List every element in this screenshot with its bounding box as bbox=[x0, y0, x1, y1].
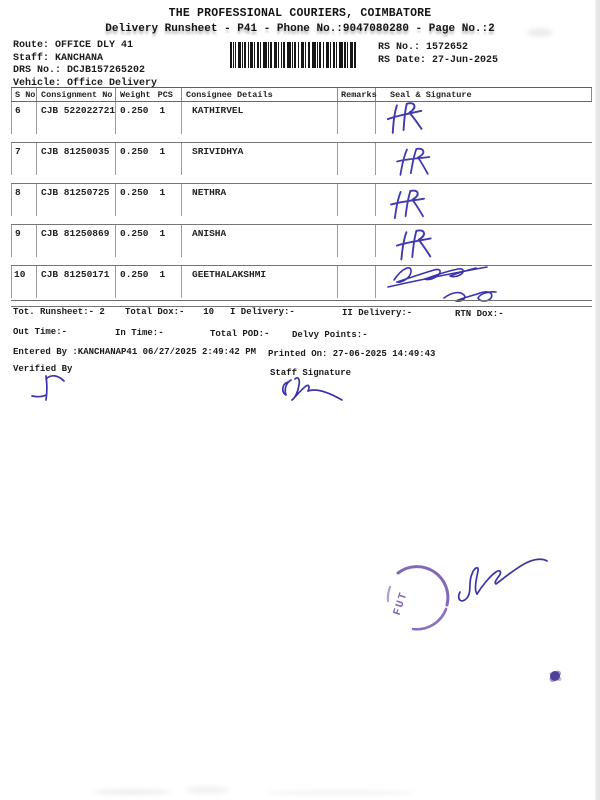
col-pcs: PCS bbox=[157, 90, 173, 100]
col-weight-pcs bbox=[116, 88, 182, 101]
total-pod: Total POD:- bbox=[210, 329, 270, 339]
cell-pcs: 1 bbox=[159, 228, 166, 239]
cell-consignee: GEETHALAKSHMI bbox=[182, 266, 338, 306]
cell-weight: 0.250 bbox=[120, 269, 149, 280]
stamp-side-signature bbox=[446, 548, 551, 615]
cell-consignment-no: CJB 81250035 bbox=[37, 143, 116, 183]
i-delivery: I Delivery:- bbox=[230, 307, 295, 317]
cell-remarks bbox=[338, 184, 376, 224]
stamp-text: FUT bbox=[391, 590, 411, 618]
staff-line: Staff: KANCHANA bbox=[13, 52, 104, 64]
table-row-7 bbox=[11, 143, 592, 184]
cell-pcs: 1 bbox=[159, 269, 166, 280]
verified-by-signature bbox=[28, 372, 70, 407]
cell-weight-pcs bbox=[116, 184, 182, 224]
cell-remarks bbox=[338, 143, 376, 183]
cell-s-no: 8 bbox=[11, 184, 37, 224]
meta-left-block bbox=[13, 40, 157, 90]
scan-smudge bbox=[92, 789, 172, 795]
cell-consignee: NETHRA bbox=[182, 184, 338, 224]
cell-weight: 0.250 bbox=[120, 105, 149, 116]
col-remarks: Remarks bbox=[338, 88, 376, 101]
cell-consignment-no: CJB 522022721 bbox=[37, 102, 116, 142]
signature-hr-row6 bbox=[385, 101, 426, 143]
col-consignment-no: Consignment No bbox=[37, 88, 116, 101]
cell-weight-pcs bbox=[116, 102, 182, 142]
company-title: THE PROFESSIONAL COURIERS, COIMBATORE bbox=[168, 7, 432, 20]
printed-on: Printed On: 27-06-2025 14:49:43 bbox=[268, 349, 436, 359]
cell-pcs: 1 bbox=[159, 146, 166, 157]
table-row-8 bbox=[11, 184, 592, 225]
staff-signature-ink bbox=[278, 374, 346, 411]
cell-pcs: 1 bbox=[159, 187, 166, 198]
vehicle-line: Vehicle: Office Delivery bbox=[13, 77, 158, 89]
cell-consignee: SRIVIDHYA bbox=[182, 143, 338, 183]
cell-remarks bbox=[338, 225, 376, 265]
cell-remarks bbox=[338, 102, 376, 142]
cell-pcs: 1 bbox=[159, 105, 166, 116]
barcode-icon bbox=[230, 42, 356, 73]
cell-s-no: 6 bbox=[11, 102, 37, 142]
total-dox bbox=[125, 307, 214, 317]
cell-s-no: 9 bbox=[11, 225, 37, 265]
delvy-points: Delvy Points:- bbox=[292, 330, 368, 340]
out-time: Out Time:- bbox=[13, 327, 68, 337]
cell-weight-pcs bbox=[116, 143, 182, 183]
cell-consignment-no: CJB 81250869 bbox=[37, 225, 116, 265]
staff-signature-label: Staff Signature bbox=[270, 368, 352, 378]
total-dox-value: 10 bbox=[203, 307, 215, 317]
col-seal-signature: Seal & Signature bbox=[376, 88, 592, 101]
route-line: Route: OFFICE DLY 41 bbox=[13, 40, 134, 51]
entered-by: Entered By :KANCHANAP41 06/27/2025 2:49:42 PM bbox=[13, 347, 257, 357]
cell-consignment-no: CJB 81250171 bbox=[37, 266, 116, 306]
scan-edge-band bbox=[595, 0, 600, 800]
table-bottom-rule bbox=[11, 300, 592, 301]
total-dox-label: Total Dox:- bbox=[125, 307, 185, 317]
drs-no-line: DRS No.: DCJB157265202 bbox=[13, 65, 146, 77]
tot-runsheet-value: 2 bbox=[99, 307, 105, 317]
cell-weight: 0.250 bbox=[120, 146, 149, 157]
scan-smudge bbox=[185, 786, 230, 794]
runsheet-subtitle: Delivery Runsheet - P41 - Phone No.:9047080280 - Page No.:2 bbox=[105, 23, 495, 35]
cell-consignee: KATHIRVEL bbox=[182, 102, 338, 142]
in-time: In Time:- bbox=[115, 328, 164, 338]
rs-no-line: RS No.: 1572652 bbox=[378, 42, 469, 53]
col-s-no: S No bbox=[11, 88, 37, 101]
verified-by-label: Verified By bbox=[13, 364, 73, 374]
col-weight: Weight bbox=[120, 90, 151, 100]
table-row-6 bbox=[11, 102, 592, 143]
table-header-row bbox=[11, 87, 592, 102]
rtn-dox: RTN Dox:- bbox=[455, 309, 504, 319]
tot-runsheet bbox=[13, 307, 105, 317]
signature-hr-row8 bbox=[389, 189, 426, 227]
cell-weight: 0.250 bbox=[120, 228, 149, 239]
cell-s-no: 10 bbox=[11, 266, 37, 306]
signature-hr-row7 bbox=[394, 146, 431, 184]
cell-s-no: 7 bbox=[11, 143, 37, 183]
cell-weight-pcs bbox=[116, 225, 182, 265]
cell-consignee: ANISHA bbox=[182, 225, 338, 265]
cell-weight: 0.250 bbox=[120, 187, 149, 198]
scan-speckle bbox=[527, 28, 553, 37]
rs-date-line: RS Date: 27-Jun-2025 bbox=[378, 54, 499, 66]
cell-consignment-no: CJB 81250725 bbox=[37, 184, 116, 224]
signature-row10 bbox=[384, 260, 514, 311]
ink-blot bbox=[545, 665, 565, 692]
col-consignee-details: Consignee Details bbox=[182, 88, 338, 101]
meta-right-block bbox=[378, 42, 498, 67]
tot-runsheet-label: Tot. Runsheet:- bbox=[13, 307, 95, 317]
ii-delivery: II Delivery:- bbox=[342, 308, 413, 318]
scan-smudge bbox=[265, 790, 415, 795]
